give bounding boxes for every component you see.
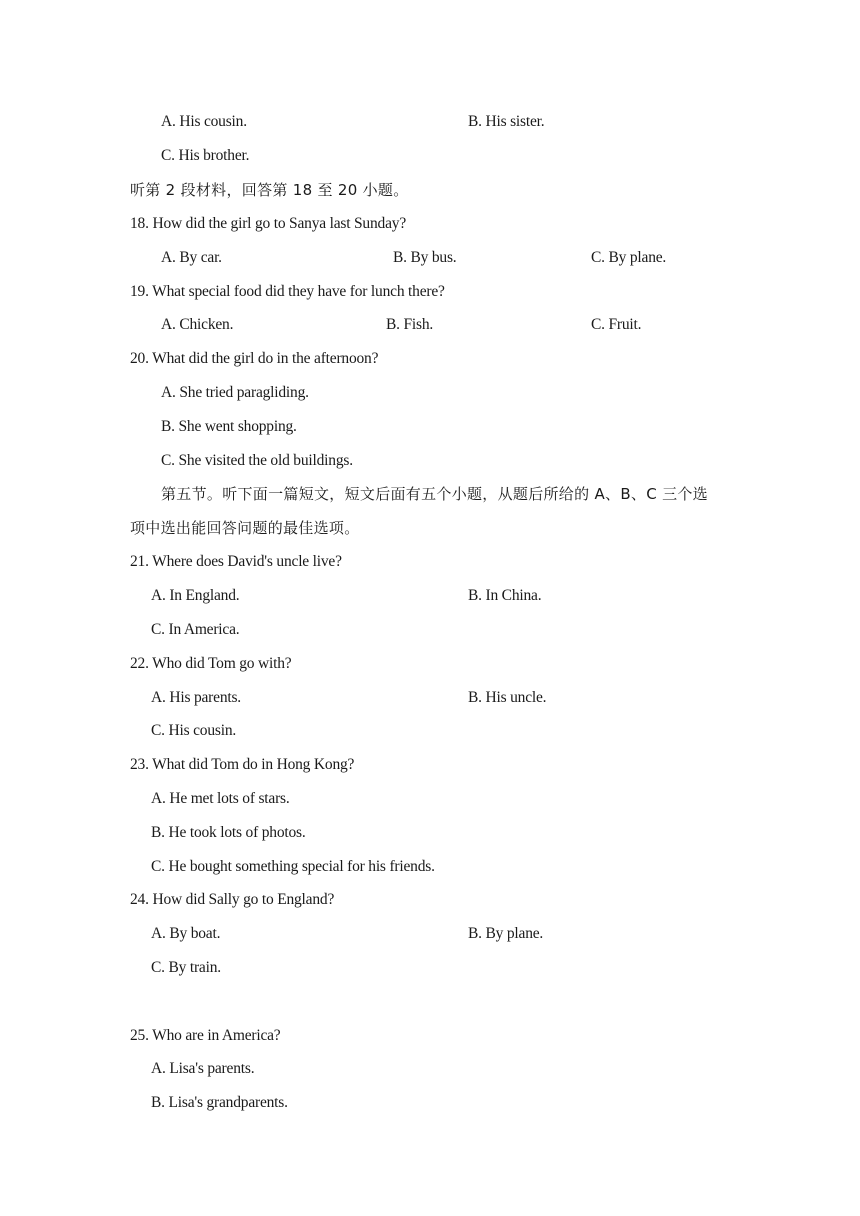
q18-option-a: A. By car.	[161, 249, 222, 266]
q25-stem: 25. Who are in America?	[130, 1027, 281, 1044]
q24-option-b: B. By plane.	[468, 925, 544, 942]
q20-stem: 20. What did the girl do in the afternoon?	[130, 350, 379, 367]
q21-option-a: A. In England.	[151, 587, 240, 604]
q23-option-a: A. He met lots of stars.	[151, 790, 290, 807]
q23-option-b: B. He took lots of photos.	[151, 824, 306, 841]
q24-option-a: A. By boat.	[151, 925, 221, 942]
q17-option-a: A. His cousin.	[161, 113, 247, 130]
q21-stem: 21. Where does David's uncle live?	[130, 553, 342, 570]
q21-option-c: C. In America.	[151, 621, 240, 638]
q24-stem: 24. How did Sally go to England?	[130, 891, 335, 908]
q20-option-b: B. She went shopping.	[161, 418, 297, 435]
q19-option-c: C. Fruit.	[591, 316, 642, 333]
q23-option-c: C. He bought something special for his friends.	[151, 858, 435, 875]
q24-option-c: C. By train.	[151, 959, 221, 976]
q25-option-a: A. Lisa's parents.	[151, 1060, 255, 1077]
section4-part2-instruction: 听第 2 段材料，回答第 18 至 20 小题。	[130, 181, 409, 199]
q22-option-c: C. His cousin.	[151, 722, 237, 739]
q17-option-c: C. His brother.	[161, 147, 250, 164]
q22-stem: 22. Who did Tom go with?	[130, 655, 292, 672]
q19-stem: 19. What special food did they have for lunch there?	[130, 283, 445, 300]
section5-instruction-line2: 项中选出能回答问题的最佳选项。	[130, 519, 360, 537]
q18-option-c: C. By plane.	[591, 249, 667, 266]
q21-option-b: B. In China.	[468, 587, 542, 604]
section5-instruction-line1: 第五节。听下面一篇短文，短文后面有五个小题，从题后所给的 A、B、C 三个选	[161, 485, 708, 503]
q22-option-b: B. His uncle.	[468, 689, 547, 706]
q17-option-b: B. His sister.	[468, 113, 545, 130]
q19-option-b: B. Fish.	[386, 316, 434, 333]
q19-option-a: A. Chicken.	[161, 316, 234, 333]
q25-option-b: B. Lisa's grandparents.	[151, 1094, 288, 1111]
q22-option-a: A. His parents.	[151, 689, 241, 706]
q18-option-b: B. By bus.	[393, 249, 457, 266]
q18-stem: 18. How did the girl go to Sanya last Sunday?	[130, 215, 406, 232]
q23-stem: 23. What did Tom do in Hong Kong?	[130, 756, 355, 773]
q20-option-a: A. She tried paragliding.	[161, 384, 309, 401]
q20-option-c: C. She visited the old buildings.	[161, 452, 353, 469]
